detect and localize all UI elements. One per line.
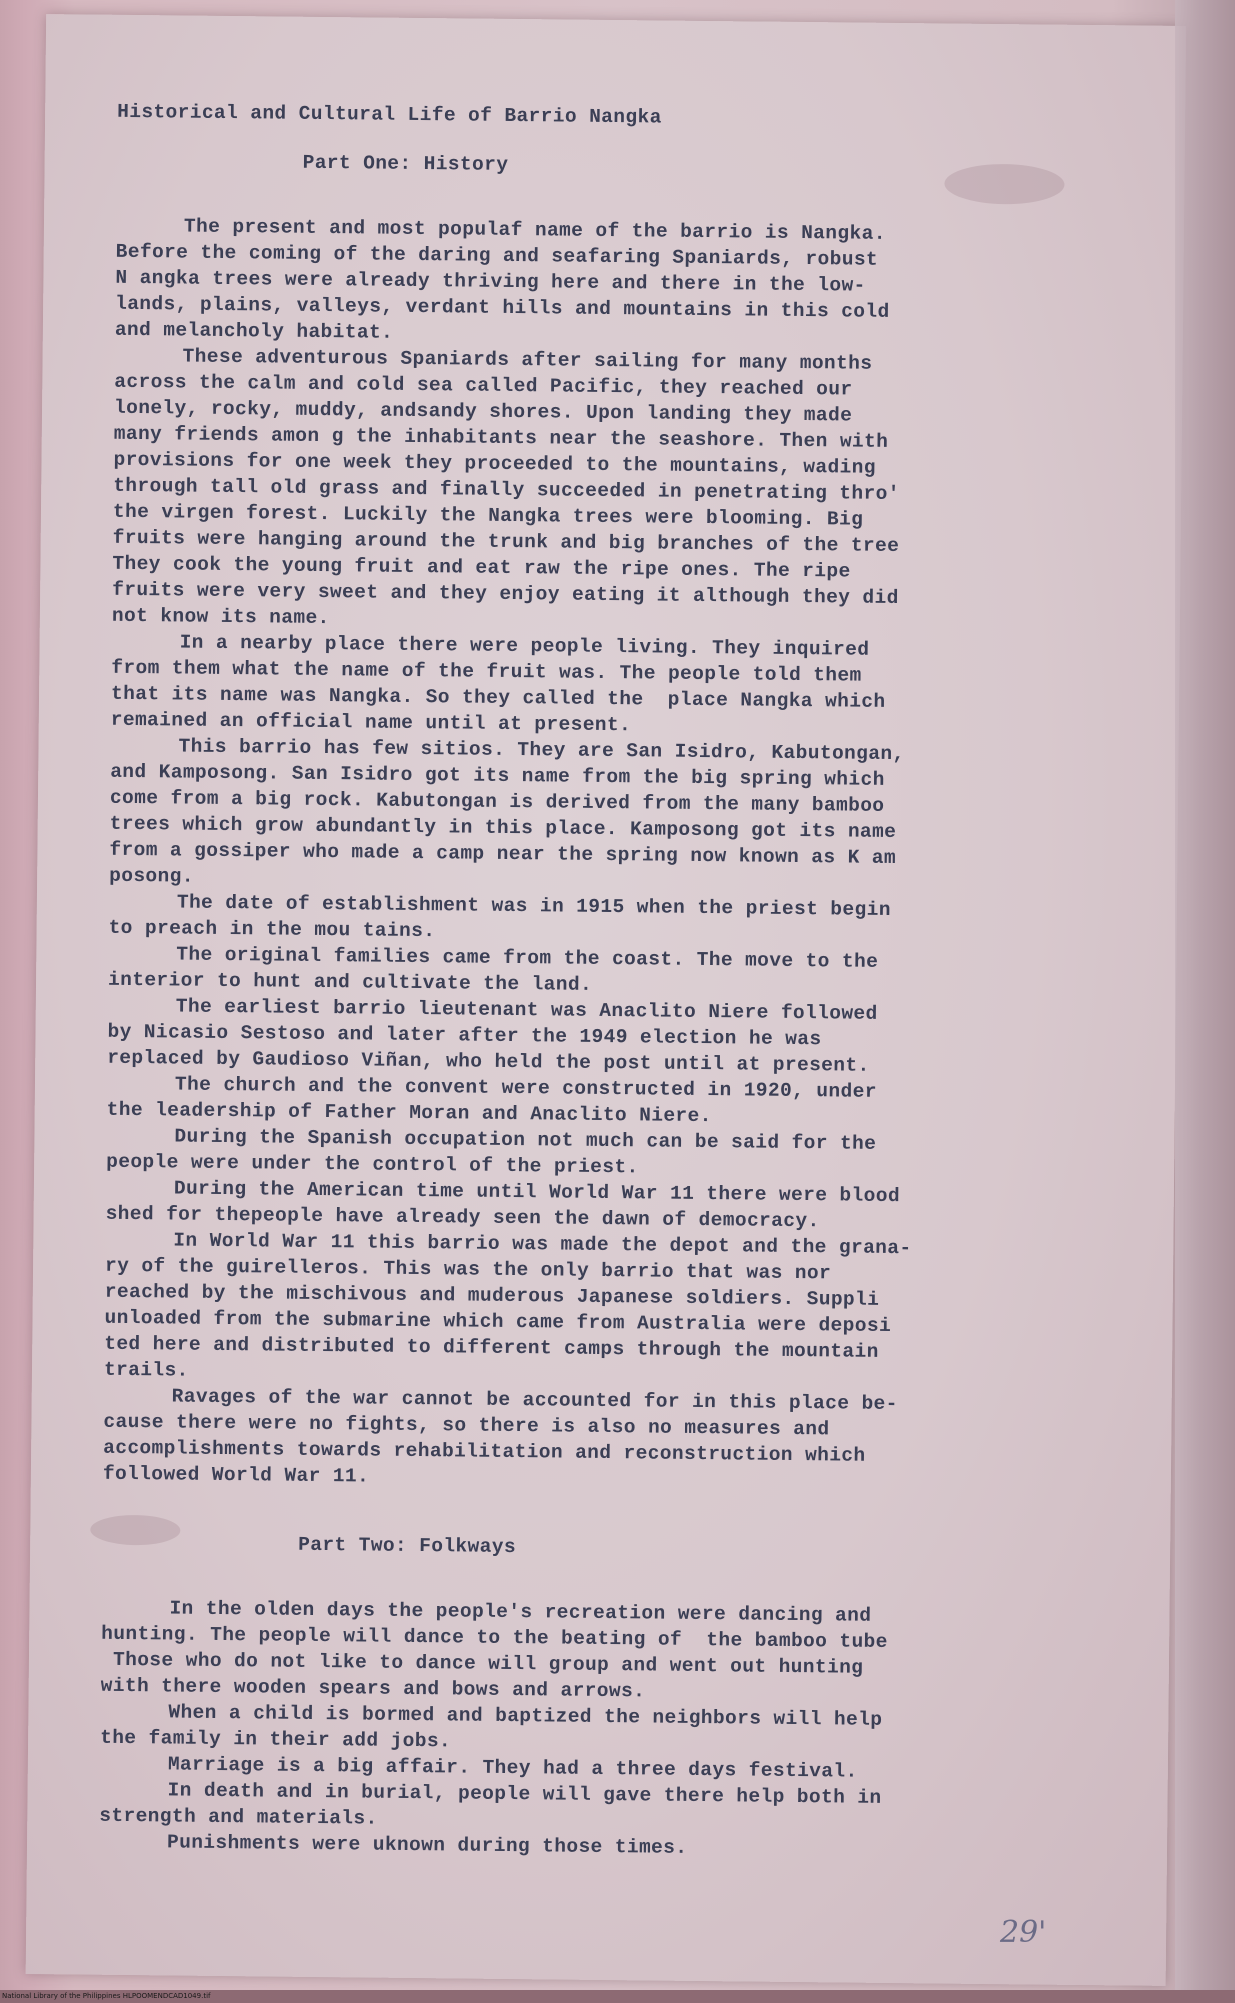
scan-source-footer: National Library of the Philippines HLPOOMENDCAD1049.tif	[2, 1992, 211, 2000]
text-line: that its name was Nangka. So they called the place Nangka which	[110, 682, 886, 713]
text-line: posong.	[109, 864, 194, 888]
text-line: come from a big rock. Kabutongan is derived from the many bamboo	[109, 786, 885, 817]
paragraph	[112, 343, 1135, 640]
text-line: The church and the convent were constructed in 1920, under	[174, 1073, 877, 1103]
text-line: cause there were no fights, so there is also no measures and	[103, 1410, 830, 1441]
text-line: not know its name.	[111, 604, 330, 630]
part-two-body	[99, 1595, 1122, 1866]
text-line: fruits were very sweet and they enjoy eating it although they did	[112, 578, 899, 610]
text-line: and Kamposong. San Isidro got its name from the big spring which	[110, 760, 885, 791]
text-line: Before the coming of the daring and seafaring Spaniards, robust	[115, 240, 879, 271]
text-line: provisions for one week they proceeded to the mountains, wading	[113, 448, 877, 479]
typed-text-block	[99, 85, 1137, 1866]
text-line: lonely, rocky, muddy, andsandy shores. Upon landing they made	[113, 396, 853, 427]
part-one-body	[103, 213, 1136, 1498]
text-line: In a nearby place there were people living. They inquired	[179, 631, 870, 661]
text-line: In death and in burial, people will gave there help both in	[167, 1779, 882, 1809]
paragraph	[103, 1383, 1124, 1498]
text-line: to preach in the mou tains.	[108, 916, 436, 943]
text-line: trees which grow abundantly in this place. Kamposong got its name	[109, 812, 897, 844]
text-line: In World War 11 this barrio was made the depot and the grana-	[173, 1229, 912, 1260]
text-line: interior to hunt and cultivate the land.	[107, 968, 593, 996]
text-line: The earliest barrio lieutenant was Anaclito Niere followed	[175, 995, 878, 1025]
handwritten-page-number: 29'	[1000, 1915, 1047, 1950]
text-line: replaced by Gaudioso Viñan, who held the post until at present.	[107, 1046, 870, 1077]
text-line: This barrio has few sitios. They are San Isidro, Kabutongan,	[178, 735, 905, 766]
text-line: and melancholy habitat.	[114, 318, 394, 344]
paragraph	[104, 1227, 1126, 1394]
text-line: Punishments were uknown during those times.	[166, 1831, 688, 1859]
text-line: through tall old grass and finally succeeded in penetrating thro'	[113, 474, 900, 506]
text-line: reached by the mischivous and muderous Japanese soldiers. Suppli	[104, 1280, 880, 1311]
paragraph	[109, 733, 1131, 900]
text-line: hunting. The people will dance to the beating of the bamboo tube	[101, 1622, 888, 1653]
text-line: the family in their add jobs.	[100, 1726, 452, 1753]
text-line: many friends amon g the inhabitants near the seashore. Then with	[113, 422, 889, 453]
text-line: accomplishments towards rehabilitation and reconstruction which	[103, 1436, 866, 1467]
text-line: Those who do not like to dance will group and went out hunting	[100, 1648, 864, 1679]
part-two-heading: Part Two: Folkways	[298, 1533, 517, 1559]
text-line: During the Spanish occupation not much can be said for the	[174, 1125, 877, 1155]
text-line: Ravages of the war cannot be accounted for in this place be-	[171, 1385, 898, 1416]
text-line: The date of establishment was in 1915 when the priest begin	[176, 891, 891, 921]
document-title: Historical and Cultural Life of Barrio Nangka	[117, 100, 662, 129]
text-line: strength and materials.	[99, 1804, 378, 1830]
text-line: the leadership of Father Moran and Anaclito Niere.	[106, 1098, 712, 1128]
text-line: These adventurous Spaniards after sailing for many months	[182, 345, 873, 375]
page-edge-shadow	[1175, 0, 1235, 1990]
text-line: In the olden days the people's recreation were dancing and	[169, 1597, 872, 1627]
text-line: trails.	[103, 1358, 189, 1382]
paragraph	[107, 993, 1128, 1082]
text-line: remained an official name until at present.	[110, 708, 632, 737]
text-line: from them what the name of the fruit was. The people told them	[111, 656, 862, 687]
paragraph	[101, 1595, 1122, 1710]
paragraph	[111, 629, 1132, 744]
paper-sheet	[26, 14, 1186, 1986]
text-line: When a child is bormed and baptized the neighbors will help	[168, 1701, 883, 1731]
text-line: with there wooden spears and bows and arrows.	[100, 1674, 646, 1703]
text-line: across the calm and cold sea called Pacific, they reached our	[114, 370, 853, 401]
text-line: lands, plains, valleys, verdant hills and mountains in this cold	[115, 292, 890, 323]
text-line: unloaded from the submarine which came from Australia were deposi	[104, 1306, 892, 1337]
text-line: The original families came from the coast. The move to the	[176, 943, 879, 973]
text-line: from a gossiper who made a camp near the spring now known as K am	[109, 838, 897, 870]
text-line: the virgen forest. Luckily the Nangka trees were blooming. Big	[112, 500, 864, 531]
text-line: ry of the guirelleros. This was the only barrio that was nor	[104, 1254, 832, 1285]
text-line: by Nicasio Sestoso and later after the 1949 election he was	[107, 1020, 822, 1051]
text-line: During the American time until World War 11 there were blood	[173, 1177, 901, 1208]
text-line: shed for thepeople have already seen the dawn of democracy.	[105, 1202, 820, 1233]
text-line: The present and most populaf name of the barrio is Nangka.	[183, 215, 886, 245]
text-line: N angka trees were already thriving here and there in the low-	[115, 266, 866, 297]
text-line: followed World War 11.	[102, 1462, 370, 1488]
text-line: people were under the control of the priest.	[106, 1150, 639, 1179]
text-line: Marriage is a big affair. They had a three days festival.	[167, 1753, 858, 1783]
text-line: They cook the young fruit and eat raw the ripe ones. The ripe	[112, 552, 851, 583]
part-one-heading: Part One: History	[302, 151, 509, 176]
text-line: ted here and distributed to different camps through the mountain	[104, 1332, 879, 1363]
text-line: fruits were hanging around the trunk and big branches of the tree	[112, 526, 900, 558]
paragraph	[115, 213, 1136, 354]
